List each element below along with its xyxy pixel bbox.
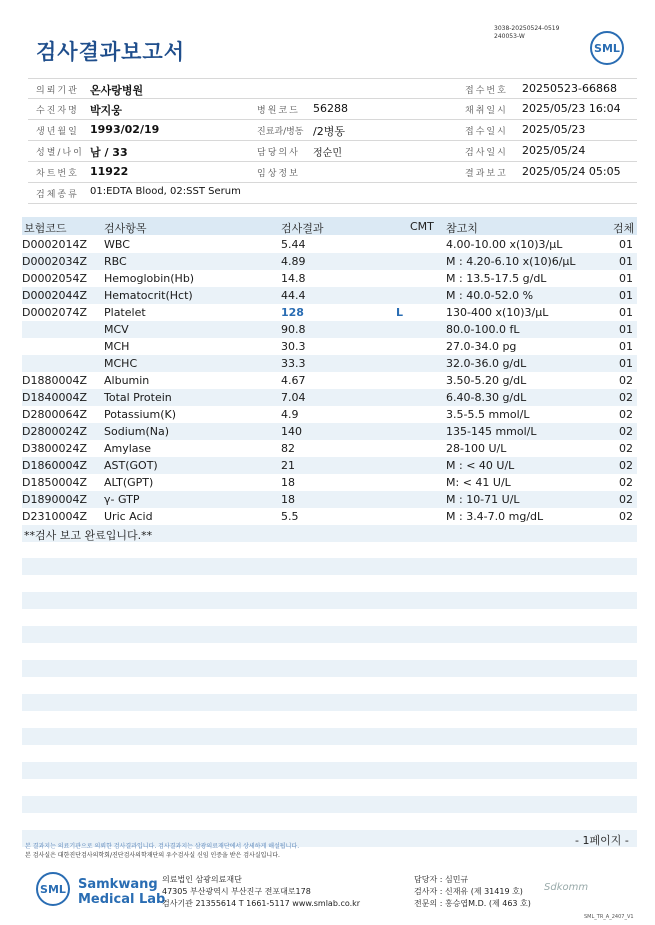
empty-row <box>22 660 637 677</box>
clinical-label: 임상정보 <box>257 169 300 179</box>
table-row <box>22 270 637 287</box>
cell-result: 33.3 <box>281 357 306 370</box>
cell-spec: 02 <box>619 493 633 506</box>
brand-name-line-2: Medical Lab <box>78 892 166 907</box>
cell-name: ALT(GPT) <box>104 476 154 489</box>
chart-value: 11922 <box>90 165 129 178</box>
cell-code: D0002054Z <box>22 272 87 285</box>
info-row-sex-age <box>28 141 637 162</box>
serial-line-2: 240053-W <box>494 33 525 40</box>
report-title: 검사결과보고서 <box>36 40 186 64</box>
cell-code: D2800064Z <box>22 408 87 421</box>
empty-row <box>22 626 637 643</box>
reported-label: 결과보고 <box>465 169 508 179</box>
cell-name: Total Protein <box>104 391 172 404</box>
cell-result: 140 <box>281 425 302 438</box>
cell-ref: 28-100 U/L <box>446 442 507 455</box>
cell-ref: M : 4.20-6.10 x(10)6/μL <box>446 255 576 268</box>
cell-result-flagged: 128 <box>281 306 304 319</box>
cell-spec: 02 <box>619 374 633 387</box>
cell-name: Amylase <box>104 442 152 455</box>
cell-result: 44.4 <box>281 289 306 302</box>
sml-footer-logo-icon <box>36 872 70 906</box>
doctor-value: 정순민 <box>313 148 342 159</box>
cell-ref: M : 40.0-52.0 % <box>446 289 534 302</box>
cell-code: D1860004Z <box>22 459 87 472</box>
staff-specialist: 전문의 : 홍승엽M.D. (제 463 호) <box>414 899 531 908</box>
cell-ref: 80.0-100.0 fL <box>446 323 520 336</box>
institution-value: 온사랑병원 <box>90 84 144 97</box>
page-number: - 1페이지 - <box>575 834 629 847</box>
info-row-chart <box>28 162 637 183</box>
table-row <box>22 253 637 270</box>
cell-result: 7.04 <box>281 391 306 404</box>
cell-spec: 02 <box>619 408 633 421</box>
header-spec: 검체 <box>613 222 635 235</box>
table-row <box>22 423 637 440</box>
header-name: 검사항목 <box>104 222 147 235</box>
cell-name: Hemoglobin(Hb) <box>104 272 195 285</box>
brand-name-line-1: Samkwang <box>78 877 158 892</box>
info-row-patient <box>28 99 637 120</box>
cell-code: D1890004Z <box>22 493 87 506</box>
dob-label: 생년월일 <box>36 127 79 137</box>
sml-logo-icon <box>590 31 624 65</box>
lab-contact: 검사기관 21355614 T 1661-5117 www.smlab.co.kr <box>162 899 361 908</box>
patient-value: 박지웅 <box>90 104 122 117</box>
cell-spec: 02 <box>619 425 633 438</box>
cell-code: D1880004Z <box>22 374 87 387</box>
cell-spec: 01 <box>619 340 633 353</box>
empty-row <box>22 592 637 609</box>
cell-ref: 135-145 mmol/L <box>446 425 537 438</box>
table-row <box>22 389 637 406</box>
receipt-no-value: 20250523-66868 <box>522 82 617 95</box>
cell-name: Albumin <box>104 374 150 387</box>
cell-result: 5.44 <box>281 238 306 251</box>
table-row <box>22 287 637 304</box>
table-row <box>22 338 637 355</box>
cell-code: D2310004Z <box>22 510 87 523</box>
cell-result: 4.9 <box>281 408 299 421</box>
cell-cmt-flag: L <box>396 306 404 319</box>
header-result: 검사결과 <box>281 222 324 235</box>
header-code: 보험코드 <box>24 222 67 235</box>
header-cmt: CMT <box>410 220 434 233</box>
header-ref: 참고치 <box>446 222 478 235</box>
cell-spec: 02 <box>619 442 633 455</box>
lab-address: 47305 부산광역시 부산진구 전포대로178 <box>162 887 311 896</box>
cell-result: 5.5 <box>281 510 299 523</box>
cell-spec: 01 <box>619 255 633 268</box>
cell-result: 18 <box>281 493 295 506</box>
info-row-specimen <box>28 183 637 204</box>
info-row-dob <box>28 120 637 141</box>
cell-spec: 01 <box>619 323 633 336</box>
table-row <box>22 372 637 389</box>
cell-code: D0002014Z <box>22 238 87 251</box>
empty-row <box>22 796 637 813</box>
cell-result: 4.67 <box>281 374 306 387</box>
cell-ref: M : < 40 U/L <box>446 459 515 472</box>
cell-result: 30.3 <box>281 340 306 353</box>
cell-result: 18 <box>281 476 295 489</box>
staff-manager: 담당자 : 심민규 <box>414 875 469 884</box>
cell-ref: 4.00-10.00 x(10)3/μL <box>446 238 563 251</box>
footer-logo-text: SML <box>40 883 66 896</box>
cell-result: 90.8 <box>281 323 306 336</box>
cell-name: RBC <box>104 255 127 268</box>
cell-result: 21 <box>281 459 295 472</box>
empty-row <box>22 558 637 575</box>
table-row <box>22 508 637 525</box>
table-row <box>22 236 637 253</box>
hospital-code-label: 병원코드 <box>257 106 300 116</box>
cell-spec: 01 <box>619 238 633 251</box>
tested-value: 2025/05/24 <box>522 144 586 157</box>
cell-spec: 02 <box>619 510 633 523</box>
specimen-value: 01:EDTA Blood, 02:SST Serum <box>90 186 241 197</box>
cell-code: D1840004Z <box>22 391 87 404</box>
received-value: 2025/05/23 <box>522 123 586 136</box>
table-row <box>22 474 637 491</box>
sex-age-label: 성별/나이 <box>36 148 84 158</box>
footer-note-2: 본 검사실은 대한진단검사의학회/진단검사의학재단의 우수검사실 신임 인증을 받은 검사실입니다. <box>25 852 280 859</box>
doctor-label: 담당의사 <box>257 148 300 158</box>
cell-code: D0002074Z <box>22 306 87 319</box>
cell-code: D0002044Z <box>22 289 87 302</box>
cell-name: Hematocrit(Hct) <box>104 289 193 302</box>
cell-name: MCV <box>104 323 129 336</box>
info-row-institution <box>28 78 637 99</box>
dept-value: /2병동 <box>313 125 345 138</box>
cell-spec: 01 <box>619 272 633 285</box>
cell-spec: 01 <box>619 357 633 370</box>
cell-ref: M: < 41 U/L <box>446 476 511 489</box>
cell-ref: 32.0-36.0 g/dL <box>446 357 527 370</box>
dept-label: 진료과/병동 <box>257 127 304 137</box>
cell-name: Platelet <box>104 306 146 319</box>
collect-label: 채취일시 <box>465 106 508 116</box>
cell-name: AST(GOT) <box>104 459 158 472</box>
table-row <box>22 491 637 508</box>
lab-org: 의료법인 삼광의료재단 <box>162 875 242 884</box>
cell-name: WBC <box>104 238 130 251</box>
cell-result: 4.89 <box>281 255 306 268</box>
cell-result: 82 <box>281 442 295 455</box>
cell-ref: 6.40-8.30 g/dL <box>446 391 527 404</box>
cell-name: Uric Acid <box>104 510 153 523</box>
cell-ref: M : 13.5-17.5 g/dL <box>446 272 547 285</box>
hospital-code-value: 56288 <box>313 102 348 115</box>
cell-spec: 01 <box>619 306 633 319</box>
cell-name: MCHC <box>104 357 138 370</box>
cell-code: D1850004Z <box>22 476 87 489</box>
dob-value: 1993/02/19 <box>90 123 160 136</box>
cell-spec: 02 <box>619 459 633 472</box>
signature: Sdkomm <box>544 882 589 893</box>
cell-ref: 3.50-5.20 g/dL <box>446 374 527 387</box>
cell-name: γ- GTP <box>104 493 140 506</box>
reported-value: 2025/05/24 05:05 <box>522 165 621 178</box>
logo-text: SML <box>594 42 620 55</box>
footer-note-1: 본 결과지는 의료기관으로 의뢰한 검사결과입니다. 검사결과지는 삼광의료재단에서 상세하게 해설됩니다. <box>25 843 300 850</box>
collect-value: 2025/05/23 16:04 <box>522 102 621 115</box>
completion-note: **검사 보고 완료입니다.** <box>24 529 153 542</box>
cell-name: MCH <box>104 340 130 353</box>
cell-ref: 130-400 x(10)3/μL <box>446 306 549 319</box>
chart-label: 차트번호 <box>36 169 79 179</box>
tested-label: 검사일시 <box>465 148 508 158</box>
cell-ref: 3.5-5.5 mmol/L <box>446 408 530 421</box>
results-table-header <box>22 217 637 235</box>
cell-ref: M : 3.4-7.0 mg/dL <box>446 510 544 523</box>
serial-line-1: 3038-20250524-0519 <box>494 25 560 32</box>
cell-code: D2800024Z <box>22 425 87 438</box>
empty-row <box>22 728 637 745</box>
institution-label: 의뢰기관 <box>36 86 79 96</box>
table-row <box>22 304 637 321</box>
document-id: SML_TR_A_2407_V1 <box>584 914 634 920</box>
cell-ref: 27.0-34.0 pg <box>446 340 517 353</box>
cell-code: D0002034Z <box>22 255 87 268</box>
empty-row <box>22 694 637 711</box>
results-table-body <box>22 236 637 542</box>
cell-name: Sodium(Na) <box>104 425 169 438</box>
table-row <box>22 440 637 457</box>
report-serial <box>494 25 559 41</box>
table-row <box>22 406 637 423</box>
cell-code: D3800024Z <box>22 442 87 455</box>
cell-name: Potassium(K) <box>104 408 177 421</box>
staff-tester: 검사자 : 신재유 (제 31419 호) <box>414 887 523 896</box>
cell-result: 14.8 <box>281 272 306 285</box>
received-label: 접수일시 <box>465 127 508 137</box>
cell-ref: M : 10-71 U/L <box>446 493 520 506</box>
patient-label: 수진자명 <box>36 106 79 116</box>
specimen-label: 검체종류 <box>36 190 79 200</box>
completion-row <box>22 525 637 542</box>
cell-spec: 02 <box>619 476 633 489</box>
cell-spec: 01 <box>619 289 633 302</box>
receipt-no-label: 접수번호 <box>465 86 508 96</box>
cell-spec: 02 <box>619 391 633 404</box>
sex-age-value: 남 / 33 <box>90 146 128 159</box>
table-row <box>22 457 637 474</box>
table-row <box>22 355 637 372</box>
empty-row <box>22 762 637 779</box>
table-row <box>22 321 637 338</box>
